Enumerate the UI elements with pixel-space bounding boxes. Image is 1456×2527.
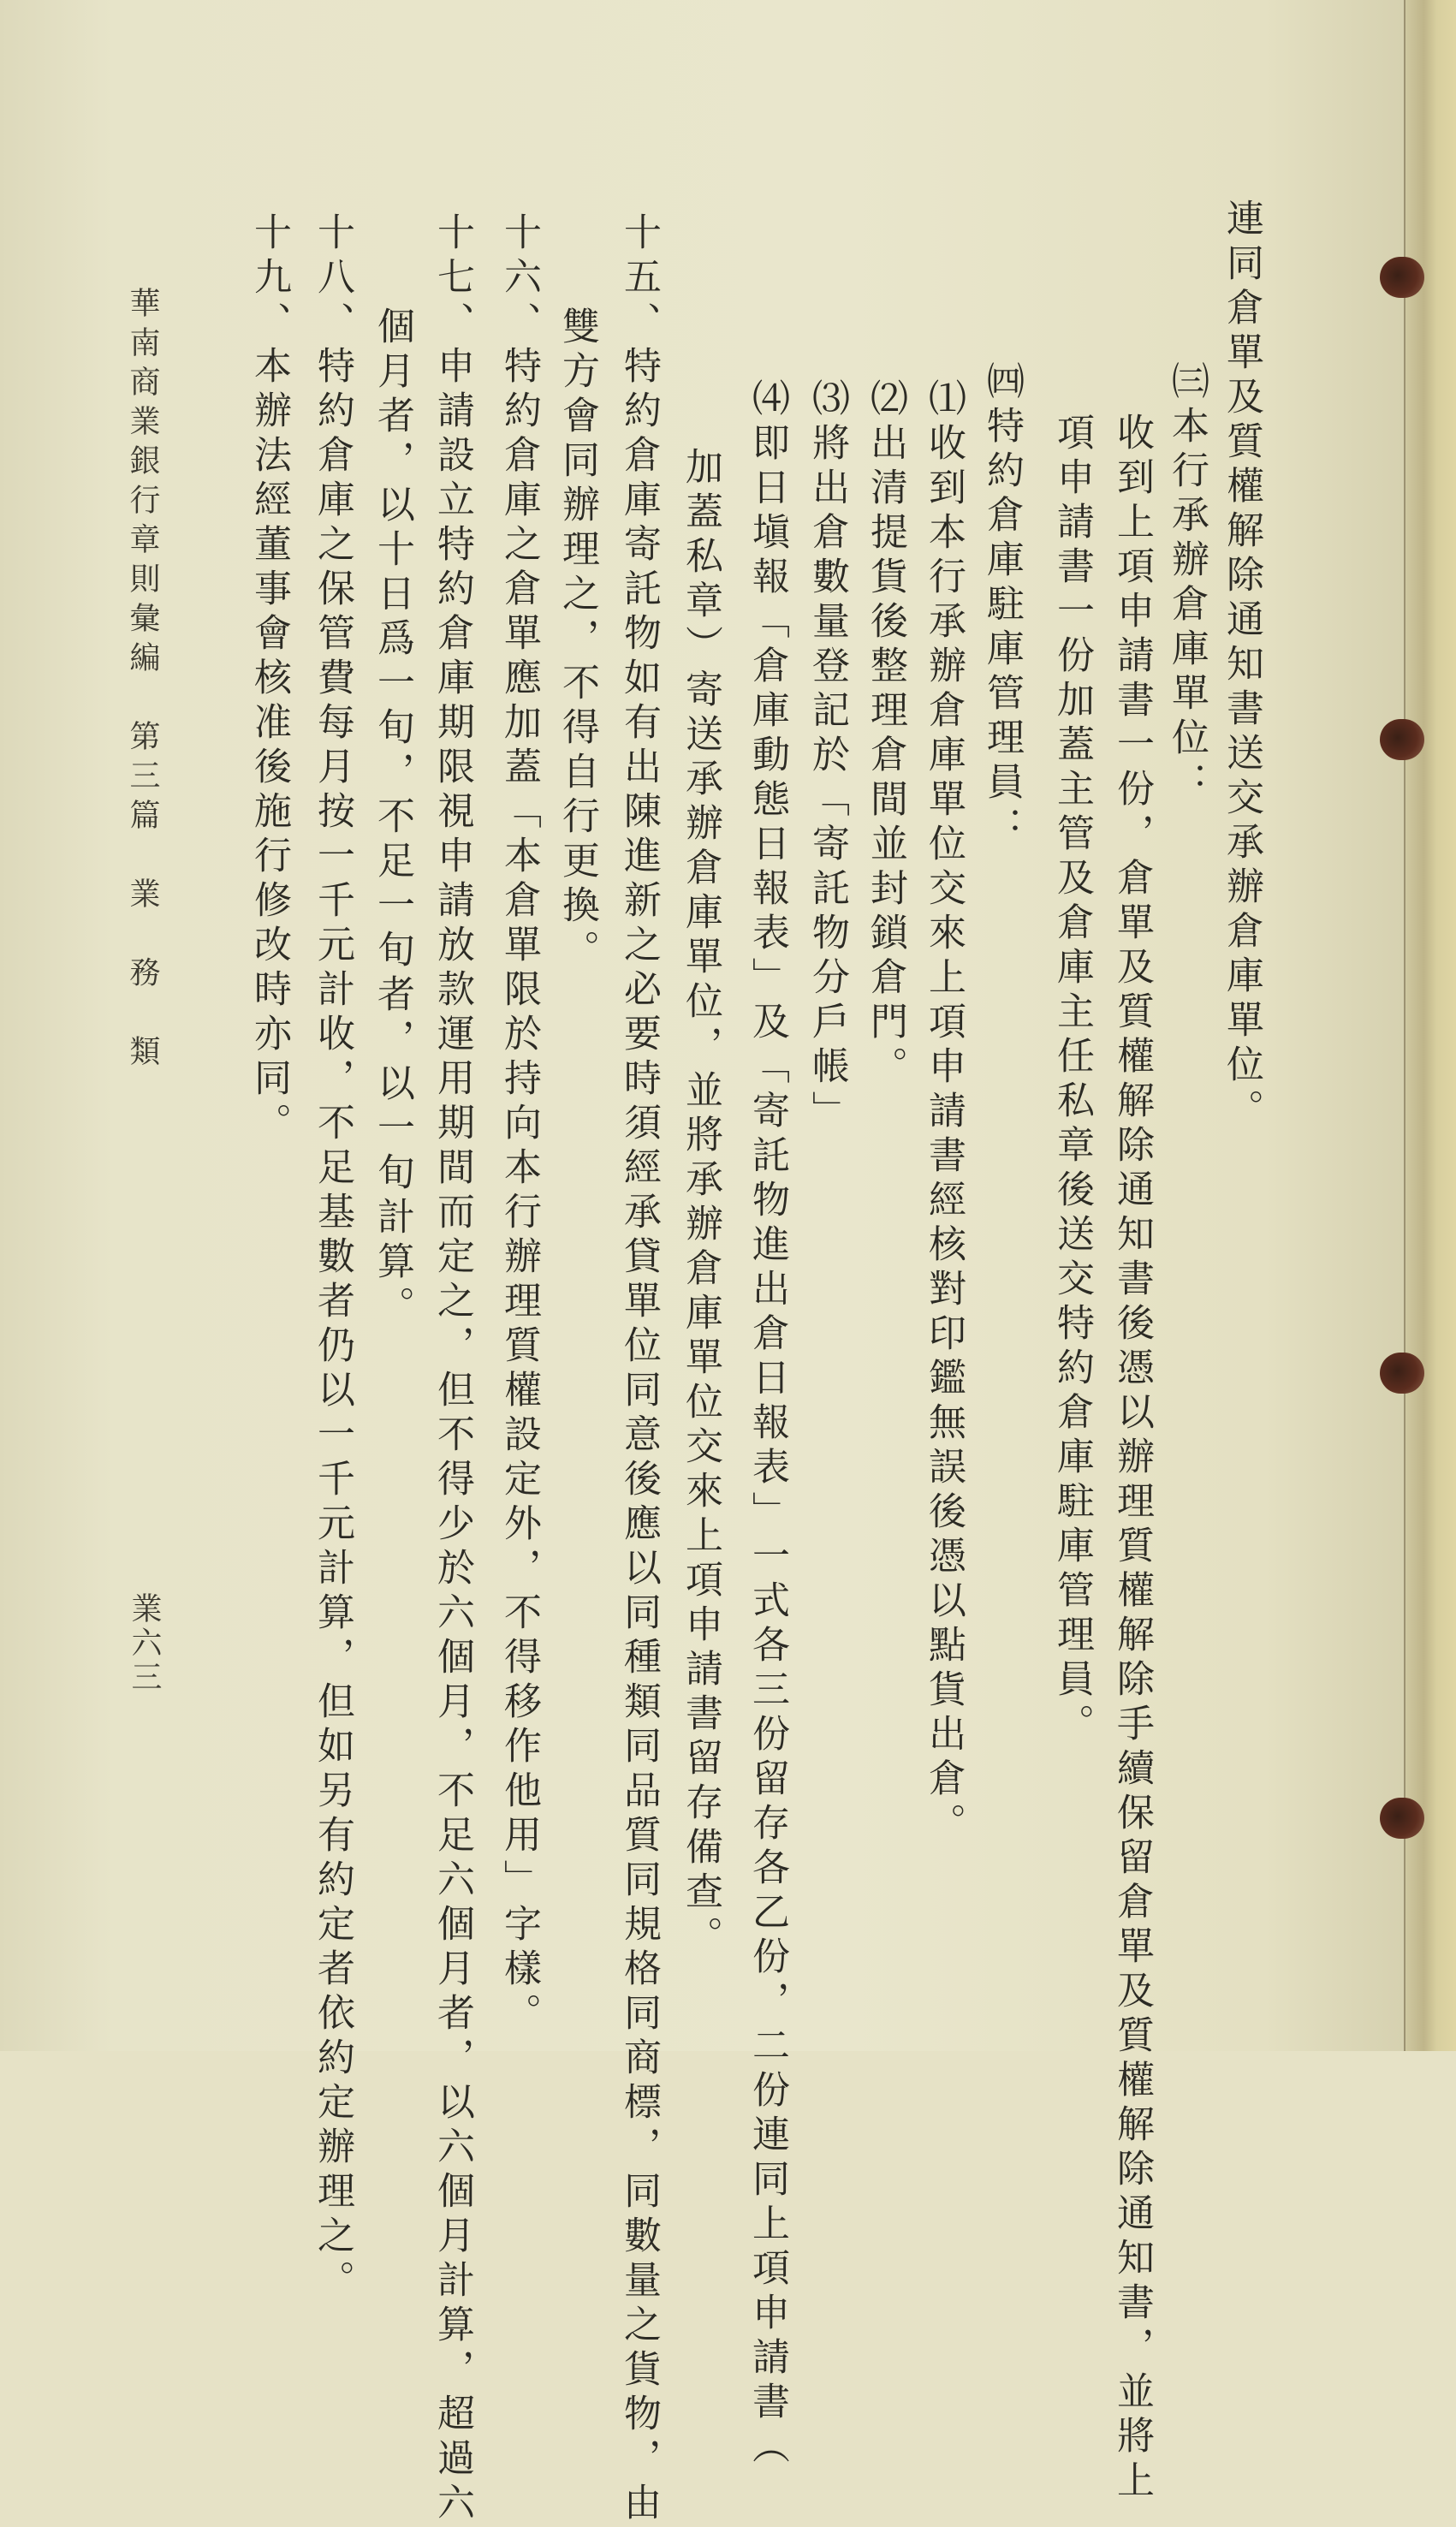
running-footer-title: 華南商業銀行章則彙編 第三篇 業 務 類: [125, 287, 160, 1074]
binding-hole-icon: [1380, 719, 1424, 760]
text-column-article-19: 十九、本辦法經董事會核准後施行修改時亦同。: [247, 212, 291, 1147]
page-number: 業六三: [127, 1592, 162, 1695]
text-column-section-3-heading: ㈢本行承辦倉庫單位：: [1165, 361, 1209, 806]
text-column-section-4-heading: ㈣特約倉庫駐庫管理員：: [980, 361, 1024, 851]
text-column-article-15-cont: 雙方會同辦理之，不得自行更換。: [556, 306, 599, 974]
text-column-article-16: 十六、特約倉庫之倉單應加蓋「本倉單限於持向本行辦理質權設定外，不得移作他用」字樣。: [497, 212, 541, 2037]
text-column-article-17: 十七、申請設立特約倉庫期限視申請放款運用期間而定之，但不得少於六個月，不足六個月者，以六個月計算，超過六: [431, 212, 474, 2527]
binding-hole-icon: [1380, 257, 1424, 298]
text-column-item-2: ⑵出清提貨後整理倉間並封鎖倉門。: [864, 378, 907, 1091]
text-column-item-4: ⑷即日塡報「倉庫動態日報表」及「寄託物進出倉日報表」一式各三份留存各乙份，二份連同上項申請書（: [746, 378, 789, 2471]
text-column-article-18: 十八、特約倉庫之保管費每月按一千元計收，不足基數者仍以一千元計算，但如另有約定者依約定辦理之。: [311, 212, 354, 2304]
text-column-item-4-cont: 加蓋私章）寄送承辦倉庫單位，並將承辦倉庫單位交來上項申請書留存備查。: [679, 447, 722, 1960]
text-column-4: 項申請書一份加蓋主管及倉庫主任私章後送交特約倉庫駐庫管理員。: [1050, 413, 1094, 1748]
text-column-article-15: 十五、特約倉庫寄託物如有出陳進新之必要時須經承貸單位同意後應以同種類同品質同規格同商標，同數量之貨物，由: [617, 212, 661, 2527]
binding-hole-icon: [1380, 1353, 1424, 1394]
text-column-1: 連同倉單及質權解除通知書送交承辦倉庫單位。: [1220, 199, 1263, 1133]
book-spine: [1404, 0, 1456, 2051]
text-column-item-3: ⑶將出倉數量登記於「寄託物分戶帳」: [805, 378, 849, 1135]
text-column-item-1: ⑴收到本行承辦倉庫單位交來上項申請書經核對印鑑無誤後憑以點貨出倉。: [922, 378, 966, 1847]
text-column-3: 收到上項申請書一份，倉單及質權解除通知書後憑以辦理質權解除手續保留倉單及質權解除通知書，並將上: [1110, 413, 1154, 2505]
binding-hole-icon: [1380, 1798, 1424, 1839]
text-column-article-17-cont: 個月者，以十日爲一旬，不足一旬者，以一旬計算。: [371, 306, 414, 1330]
